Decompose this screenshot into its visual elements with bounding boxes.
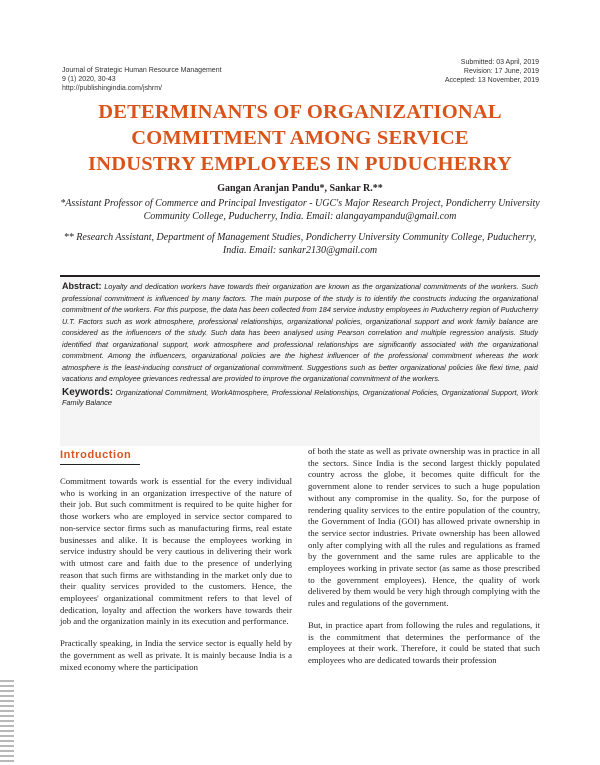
abstract-label: Abstract: bbox=[62, 281, 102, 291]
authors: Gangan Aranjan Pandu*, Sankar R.** bbox=[217, 183, 383, 194]
paragraph: Practically speaking, in India the service sector is equally held by the government as well as private. It is mainly because India is a mixed economy where the participation bbox=[60, 638, 292, 672]
dates-info bbox=[445, 58, 539, 85]
affiliation-2: ** Research Assistant, Department of Management Studies, Pondicherry University Community College, Puducherry, India. Email: sankar2130@gmail.com bbox=[63, 232, 537, 256]
keywords-body: Organizational Commitment, WorkAtmosphere, Professional Relationships, Organizational Policies, Organizational Support, Work Family Balance bbox=[62, 387, 538, 407]
journal-volume: 9 (1) 2020, 30-43 bbox=[62, 76, 116, 83]
submitted-date: Submitted: 03 April, 2019 bbox=[460, 59, 539, 66]
journal-url[interactable]: http://publishingindia.com/jshrm/ bbox=[62, 85, 162, 92]
paragraph: But, in practice apart from following the rules and regulations, it is the commitment that determines the performance of the employees at their work. Therefore, it could be stated that such employees who are dedicated towards their profession bbox=[308, 619, 540, 665]
keywords-label: Keywords: bbox=[62, 386, 114, 398]
journal-info bbox=[62, 66, 222, 93]
heading-divider bbox=[60, 464, 140, 465]
keywords bbox=[62, 388, 538, 409]
paper-title bbox=[40, 99, 560, 177]
title-line: COMMITMENT AMONG SERVICE bbox=[131, 127, 469, 149]
affiliation-1: *Assistant Professor of Commerce and Principal Investigator - UGC's Major Research Project, Pondicherry University Community College, Puducherry, India. Email: alangayampandu@gmail.com bbox=[60, 198, 540, 222]
journal-name: Journal of Strategic Human Resource Management bbox=[62, 67, 222, 74]
paragraph: of both the state as well as private ownership was in practice in all the sectors. Since India is the second largest thickly populated country across the globe, it becomes quite difficult for the government alone to render services to such a huge population without any compromise in the quality. So, for the purpose of rendering quality services to the entire population of the country, the Government of India (GOI) has allowed private ownership in the service sector industries. Private ownership has been allowed only after complying with all the rules and regulations as framed by the government and the same rules are applicable to the employees working in private sector (as same as those prescribed to the government employees). Hence, the quality of work delivered by them would be very high through complying with the rules and regulations of the government. bbox=[308, 446, 540, 609]
revision-date: Revision: 17 June, 2019 bbox=[463, 68, 539, 75]
title-line: DETERMINANTS OF ORGANIZATIONAL bbox=[98, 101, 502, 123]
accepted-date: Accepted: 13 November, 2019 bbox=[444, 77, 539, 84]
abstract bbox=[62, 281, 538, 385]
abstract-body: Loyalty and dedication workers have towards their organization are known as the organizational commitments of the workers. Such professional commitment is influenced by many factors. The main purpose of the study is to identify the constructs inducing the organizational commitment of the workers. For this purpose, the data has been collected from 184 service industry employees in Puducherry region of Puducherry U.T. Factors such as work atmosphere, professional relationships, organizational policies, organizational support and work family balance are considered as the influencers of the study. Such data has been analysed using Pearson correlation and multiple regression analysis. Study identified that organizational support, work atmosphere and professional relationships are significantly associated with the organizational commitment. Among the influencers, organizational policies are the highest influencer of the professional commitment whereas the work atmosphere is the least-inducing construct of organizational commitment. Suggestions such as better organizational policies like flexi time, paid vacations and employee grievances redressal are provided to improve the organizational commitment of the workers. bbox=[62, 282, 538, 383]
paragraph: Commitment towards work is essential for the every individual who is working in an organization irrespective of the nature of their job. But such commitment is required to be quite higher for those workers who are employed in service sector compared to non-service sector firms such as manufacturing firms, real estate businesses and alike. It is because the employees working in service industry should be very cautious in delivering their work with utmost care and faith due to the presence of underlying reason that such firms are withstanding in the market only due to their quality services provided to the customers. Hence, the employees' organizational commitment refers to that level of dedication, loyalty and affection the workers have towards their job and the organization mainly in its execution and performance. bbox=[60, 476, 292, 627]
section-heading-introduction: Introduction bbox=[60, 449, 132, 461]
body-column-left bbox=[60, 476, 292, 673]
abstract-box bbox=[60, 275, 540, 446]
page-edge-decoration bbox=[0, 680, 14, 765]
body-column-right bbox=[308, 446, 540, 667]
title-line: INDUSTRY EMPLOYEES IN PUDUCHERRY bbox=[88, 153, 512, 175]
